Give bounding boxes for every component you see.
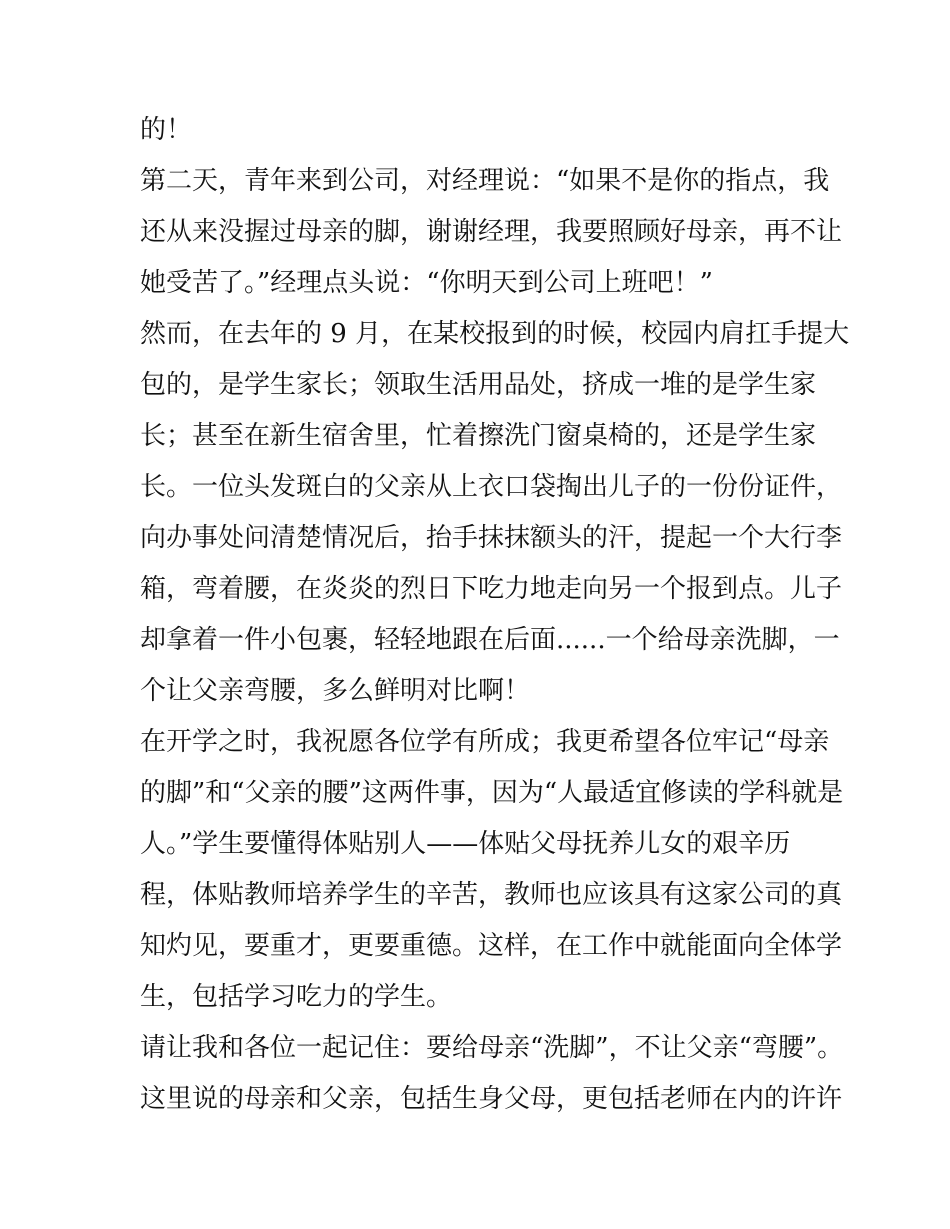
text-line: 向办事处问清楚情况后，抬手抹抹额头的汗，提起一个大行李: [140, 523, 843, 553]
text-line: 个让父亲弯腰，多么鲜明对比啊！: [140, 676, 531, 706]
text-line: 请让我和各位一起记住：要给母亲“洗脚”，不让父亲“弯腰”。: [140, 1033, 844, 1063]
text-line: 长。一位头发斑白的父亲从上衣口袋掏出儿子的一份份证件，: [140, 472, 843, 502]
text-line: 包的，是学生家长；领取生活用品处，挤成一堆的是学生家: [140, 370, 817, 400]
text-line: 的脚”和“父亲的腰”这两件事，因为“人最适宜修读的学科就是: [140, 778, 844, 808]
text-line: 知灼见，要重才，更要重德。这样，在工作中就能面向全体学: [140, 931, 843, 961]
text-line: 箱，弯着腰，在炎炎的烈日下吃力地走向另一个报到点。儿子: [140, 574, 843, 604]
text-line: 这里说的母亲和父亲，包括生身父母，更包括老师在内的许许: [140, 1084, 843, 1114]
text-line: 还从来没握过母亲的脚，谢谢经理，我要照顾好母亲，再不让: [140, 217, 843, 247]
body-text: [140, 105, 850, 1125]
text-line: 在开学之时，我祝愿各位学有所成；我更希望各位牢记“母亲: [140, 727, 830, 757]
text-line: 她受苦了。”经理点头说：“你明天到公司上班吧！”: [140, 268, 713, 298]
text-line: 然而，在去年的 9 月，在某校报到的时候，校园内肩扛手提大: [140, 319, 850, 349]
text-line: 的！: [140, 115, 193, 145]
text-line: 却拿着一件小包裹，轻轻地跟在后面......一个给母亲洗脚，一: [140, 625, 840, 655]
text-line: 长；甚至在新生宿舍里，忙着擦洗门窗桌椅的，还是学生家: [140, 421, 817, 451]
text-line: 第二天，青年来到公司，对经理说：“如果不是你的指点，我: [140, 166, 830, 196]
text-line: 生，包括学习吃力的学生。: [140, 982, 453, 1012]
text-line: 程，体贴教师培养学生的辛苦，教师也应该具有这家公司的真: [140, 880, 843, 910]
text-line: 人。”学生要懂得体贴别人——体贴父母抚养儿女的艰辛历: [140, 829, 791, 859]
